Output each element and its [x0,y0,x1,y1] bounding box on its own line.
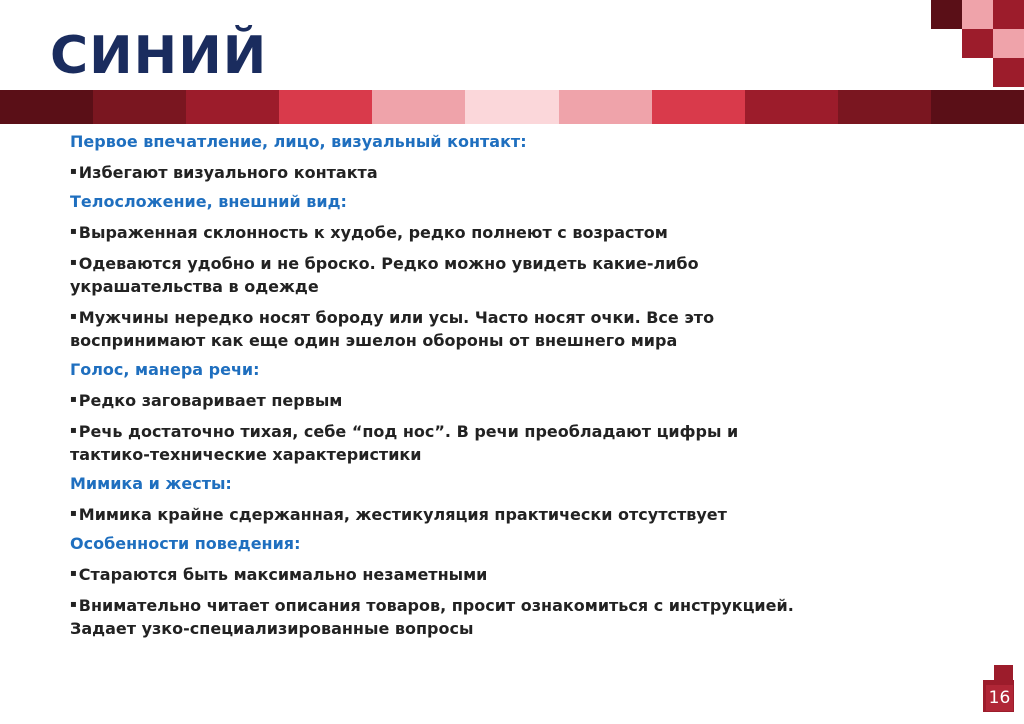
bullet-item [70,251,810,298]
band-segment [652,90,745,124]
bullet-icon: ▪ [70,226,77,237]
bullet-item [70,220,810,244]
color-band [0,90,1024,124]
section-heading: Особенности поведения: [70,534,301,553]
bullet-icon: ▪ [70,257,77,268]
corner-square [962,29,993,58]
bullet-icon: ▪ [70,166,77,177]
bullet-icon: ▪ [70,311,77,322]
section-heading: Голос, манера речи: [70,360,260,379]
bullet-icon: ▪ [70,568,77,579]
section-heading: Первое впечатление, лицо, визуальный контакт: [70,132,527,151]
bullet-text: Мужчины нередко носят бороду или усы. Часто носят очки. Все это воспринимают как еще один эшелон обороны от внешнего мира [70,308,715,350]
corner-decoration [931,0,1024,87]
bullet-item [70,562,810,586]
band-segment [745,90,838,124]
bullet-text: Редко заговаривает первым [78,391,343,410]
band-segment [186,90,279,124]
bullet-text: Одеваются удобно и не броско. Редко можно увидеть какие-либо украшательства в одежде [70,254,699,296]
bullet-text: Избегают визуального контакта [78,163,378,182]
band-segment [465,90,558,124]
page-number-box [983,680,1014,712]
band-segment [931,90,1024,124]
bullet-icon: ▪ [70,508,77,519]
bullet-item [70,305,810,352]
slide-title: СИНИЙ [50,26,268,86]
band-segment [0,90,93,124]
section-heading: Мимика и жесты: [70,474,232,493]
band-segment [93,90,186,124]
bullet-item [70,388,810,412]
bullet-item [70,593,810,640]
corner-square [962,0,993,29]
bullet-text: Мимика крайне сдержанная, жестикуляция практически отсутствует [78,505,727,524]
corner-square [993,29,1024,58]
band-segment [559,90,652,124]
corner-square [931,0,962,29]
bullet-item [70,419,810,466]
bullet-text: Выраженная склонность к худобе, редко полнеют с возрастом [78,223,668,242]
bullet-text: Речь достаточно тихая, себе “под нос”. В речи преобладают цифры и тактико-технические характеристики [70,422,739,464]
bullet-text: Стараются быть максимально незаметными [78,565,488,584]
slide-content [70,131,810,647]
corner-square [993,58,1024,87]
corner-square [993,0,1024,29]
band-segment [372,90,465,124]
bullet-icon: ▪ [70,394,77,405]
bullet-item [70,502,810,526]
section-heading: Телосложение, внешний вид: [70,192,347,211]
bullet-item [70,160,810,184]
page-number: 16 [986,685,1013,711]
band-segment [279,90,372,124]
bullet-text: Внимательно читает описания товаров, просит ознакомиться с инструкцией. Задает узко-специализированные вопросы [70,596,794,638]
band-segment [838,90,931,124]
bullet-icon: ▪ [70,425,77,436]
bullet-icon: ▪ [70,599,77,610]
